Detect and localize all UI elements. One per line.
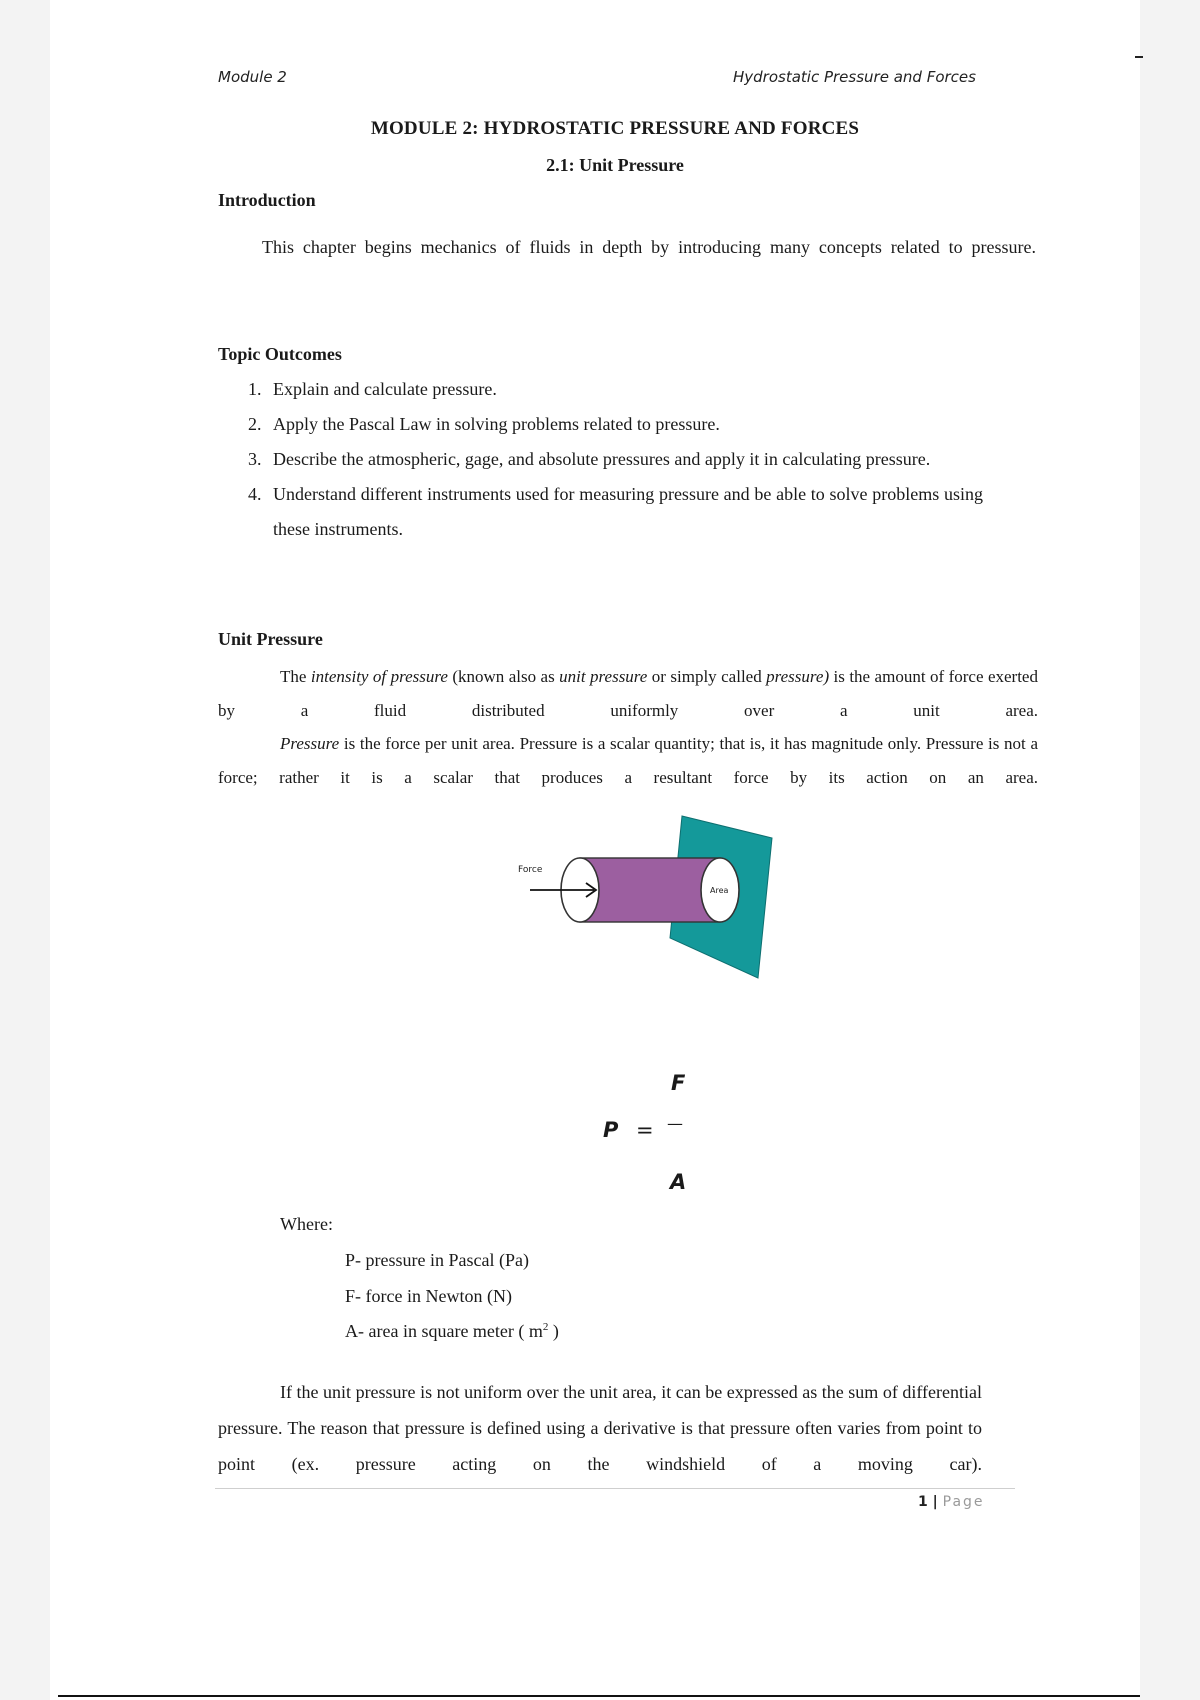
emphasis-term: pressure) xyxy=(766,667,830,686)
closing-paragraph: If the unit pressure is not uniform over the unit area, it can be expressed as the sum of differential pressure. The reason that pressure is defined using a derivative is that pressure often varies from point to point (ex. pressure acting on the windshield of a moving car). xyxy=(218,1382,982,1474)
area-label: Area xyxy=(710,886,729,895)
force-label: Force xyxy=(518,865,543,875)
cylinder-body xyxy=(580,858,720,922)
emphasis-term: intensity of pressure xyxy=(310,667,448,686)
topic-outcomes-list xyxy=(248,372,983,547)
outcome-number: 3. xyxy=(248,449,262,469)
page-word: Page xyxy=(942,1494,985,1510)
outcome-number: 2. xyxy=(248,414,262,434)
text-run: (known also as xyxy=(447,667,560,686)
section-subtitle: 2.1: Unit Pressure xyxy=(546,155,684,175)
outcome-item xyxy=(248,372,983,407)
outcome-item xyxy=(248,442,983,477)
outcome-number: 1. xyxy=(248,379,262,399)
equation-denominator: A xyxy=(670,1170,687,1194)
running-header-right: Hydrostatic Pressure and Forces xyxy=(733,68,976,86)
emphasis-term: Pressure xyxy=(280,734,340,753)
page-separator: | xyxy=(927,1494,943,1510)
outcome-text: Explain and calculate pressure. xyxy=(273,379,497,399)
area-definition-exponent: 2 xyxy=(542,1321,549,1333)
equation-lhs: P xyxy=(603,1118,619,1142)
text-run: is the amount of force exerted by a fluid distributed uniformly over a unit area. xyxy=(218,667,1038,720)
equation-numerator: F xyxy=(671,1071,686,1095)
where-pressure-definition: P- pressure in Pascal (Pa) xyxy=(345,1250,529,1270)
outcome-text: Describe the atmospheric, gage, and absolute pressures and apply it in calculating pressure. xyxy=(273,449,931,469)
area-definition-suffix: ) xyxy=(548,1321,559,1341)
topic-outcomes-heading: Topic Outcomes xyxy=(218,344,342,364)
outcome-item xyxy=(248,477,983,547)
equation-fraction-bar: — xyxy=(667,1114,683,1133)
where-area-definition xyxy=(345,1321,559,1342)
page-number xyxy=(918,1494,985,1510)
introduction-paragraph: This chapter begins mechanics of fluids in depth by introducing many concepts related to pressure. xyxy=(262,237,1036,257)
page-number-value: 1 xyxy=(918,1494,928,1510)
text-run: is the force per unit area. Pressure is a scalar quantity; that is, it has magnitude only. Pressure is not a force; rather it is a scalar that produces a resultant force by its action on an area. xyxy=(218,734,1038,787)
pressure-diagram xyxy=(510,808,780,988)
text-run: The xyxy=(280,667,311,686)
outcome-number: 4. xyxy=(248,484,262,504)
equation-equals: = xyxy=(636,1118,654,1142)
introduction-heading: Introduction xyxy=(218,190,316,210)
bottom-edge-line xyxy=(58,1695,1140,1697)
area-definition-text: A- area in square meter ( m xyxy=(345,1321,543,1341)
emphasis-term: unit pressure xyxy=(559,667,648,686)
running-header-left: Module 2 xyxy=(218,68,287,86)
module-title: MODULE 2: HYDROSTATIC PRESSURE AND FORCES xyxy=(370,118,860,139)
where-label: Where: xyxy=(280,1214,333,1234)
corner-mark xyxy=(1135,56,1143,58)
unit-pressure-heading: Unit Pressure xyxy=(218,629,323,649)
text-run: or simply called xyxy=(647,667,767,686)
outcome-item xyxy=(248,407,983,442)
footer-rule xyxy=(215,1488,1015,1489)
outcome-text: Apply the Pascal Law in solving problems related to pressure. xyxy=(273,414,720,434)
where-force-definition: F- force in Newton (N) xyxy=(345,1286,512,1306)
outcome-text: Understand different instruments used for measuring pressure and be able to solve problems using these instruments. xyxy=(273,484,983,539)
